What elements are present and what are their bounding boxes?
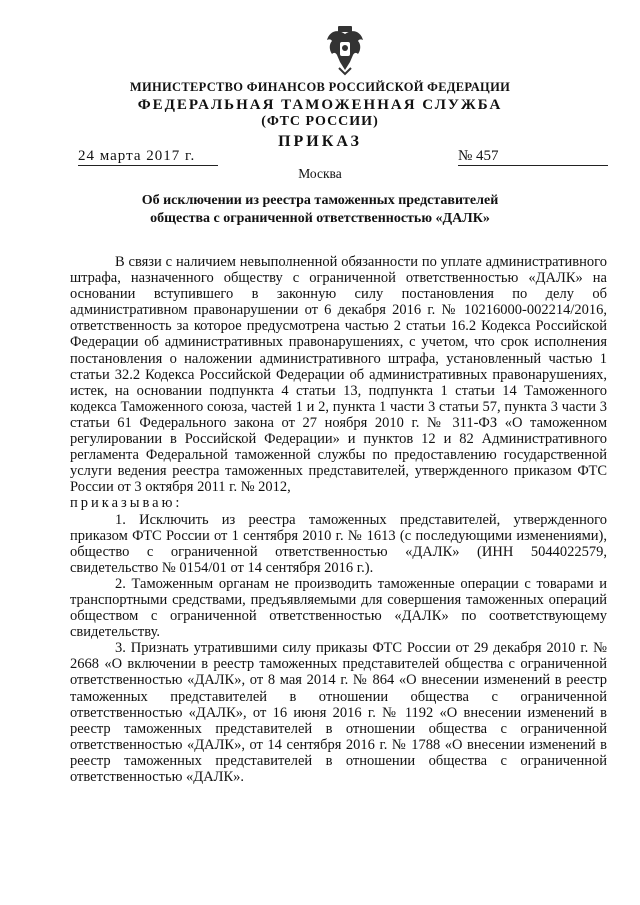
title-line-1: Об исключении из реестра таможенных представителей [141, 193, 499, 208]
agency-abbreviation: (ФТС РОССИИ) [261, 114, 379, 129]
order-date: 24 марта 2017 г. [78, 148, 218, 166]
order-body [70, 254, 607, 785]
order-title [100, 192, 540, 228]
order-item-2: 2. Таможенным органам не производить таможенные операции с товарами и транспортными средствами, предъявляемыми для совершения таможенных операций обществом с ограниченной ответственностью «ДАЛК» по соответствующему свидетельству. [70, 575, 607, 641]
order-item-3: 3. Признать утратившими силу приказы ФТС России от 29 декабря 2010 г. № 2668 «О включении в реестр таможенных представителей общества с ограниченной ответственностью «ДАЛК», от 8 мая 2014 г. № 864 «О внесении изменений в реестр таможенных представителей в отношении общества с ограниченной ответственностью «ДАЛК», от 16 июня 2016 г. № 1192 «О внесении изменений в реестр таможенных представителей в отношении общества с ограниченной ответственностью «ДАЛК», от 14 сентября 2016 г. № 1788 «О внесении изменений в реестр таможенных представителей в отношении общества с ограниченной ответственностью «ДАЛК». [70, 640, 607, 785]
ministry-name: МИНИСТЕРСТВО ФИНАНСОВ РОССИЙСКОЙ ФЕДЕРАЦИИ [129, 80, 511, 94]
order-number: № 457 [458, 148, 608, 166]
order-item-1: 1. Исключить из реестра таможенных представителей, утвержденного приказом ФТС России от 1 сентября 2010 г. № 1613 (с последующими изменениями), общество с ограниченной ответственностью «ДАЛК» (ИНН 5044022579, свидетельство № 0154/01 от 14 сентября 2016 г.). [70, 511, 607, 576]
document-type: ПРИКАЗ [278, 133, 362, 150]
city: Москва [298, 166, 342, 181]
order-word: приказываю: [70, 495, 183, 512]
title-line-2: общества с ограниченной ответственностью «ДАЛК» [150, 211, 490, 226]
agency-name: ФЕДЕРАЛЬНАЯ ТАМОЖЕННАЯ СЛУЖБА [137, 97, 503, 113]
preamble-paragraph: В связи с наличием невыполненной обязанности по уплате административного штрафа, назначенного обществу с ограниченной ответственностью «ДАЛК» на основании вступившего в законную силу постановления по делу об административном правонарушении от 6 декабря 2016 г. № 10216000-002214/2016, ответственность за которое предусмотрена частью 2 статьи 16.2 Кодекса Российской Федерации об административных правонарушениях, с учетом, что срок исполнения постановления о наложении административного штрафа, установленный частью 1 статьи 32.2 Кодекса Российской Федерации об административных правонарушениях, истек, на основании подпункта 4 статьи 13, подпункта 1 статьи 14 Таможенного кодекса Таможенного союза, частей 1 и 2, пункта 1 части 3 статьи 57, пункта 3 части 3 статьи 61 Федерального закона от 27 ноября 2010 г. № 311-ФЗ «О таможенном регулировании в Российской Федерации» и пунктов 12 и 82 Административного регламента Федеральной таможенной службы по предоставлению государственной услуги ведения реестра таможенных представителей, утвержденного приказом ФТС России от 3 октября 2011 г. № 2012, [70, 254, 607, 496]
coat-of-arms-icon [323, 24, 367, 76]
